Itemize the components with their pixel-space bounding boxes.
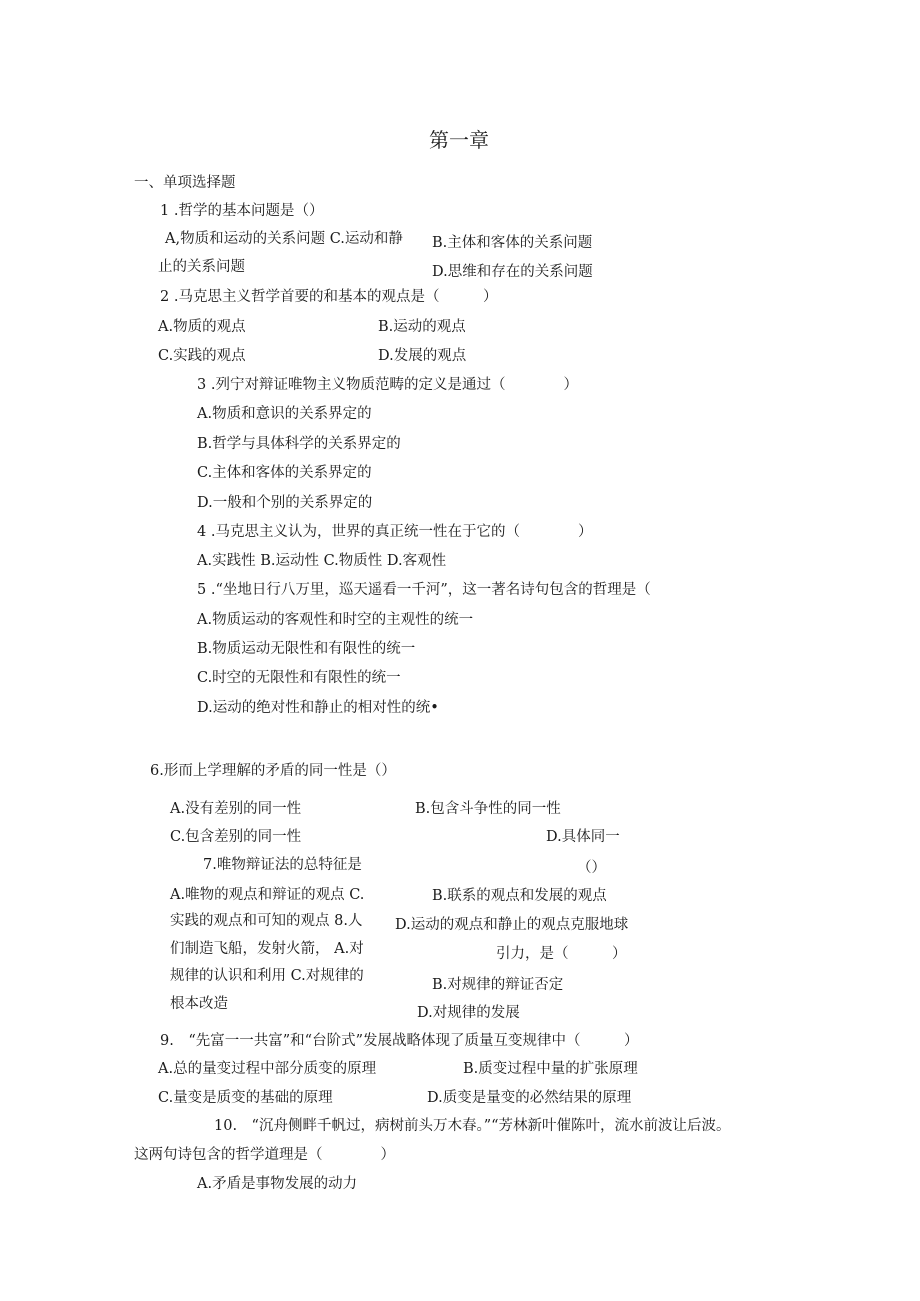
q7-8-left-line4: 规律的认识和利用 C.对规律的: [170, 968, 364, 984]
q6-option-c: C.包含差别的同一性: [170, 829, 302, 845]
q7-8-left-line5: 根本改造: [170, 996, 228, 1012]
q10-option-a: A.矛盾是事物发展的动力: [197, 1176, 358, 1192]
q1-option-d: D.思维和存在的关系问题: [432, 264, 593, 280]
q3-stem: 3 .列宁对辩证唯物主义物质范畴的定义是通过（ ）: [197, 377, 578, 393]
q7-8-left-line3: 们制造飞船，发射火箭， A.对: [170, 941, 364, 957]
q5-option-c: C.时空的无限性和有限性的统一: [197, 670, 401, 686]
q8-option-d: D.对规律的发展: [417, 1005, 520, 1021]
q2-option-d: D.发展的观点: [378, 348, 467, 364]
q5-option-d: D.运动的绝对性和静止的相对性的统•: [197, 700, 439, 716]
q9-option-a: A.总的量变过程中部分质变的原理: [158, 1061, 377, 1077]
q7-option-d-q8-stem: D.运动的观点和静止的观点克服地球: [395, 917, 629, 933]
q1-option-c-cont: 止的关系问题: [158, 259, 245, 275]
q10-stem-cont: 这两句诗包含的哲学道理是（ ）: [134, 1147, 395, 1163]
q3-option-d: D.一般和个别的关系界定的: [197, 495, 373, 511]
q9-option-c: C.量变是质变的基础的原理: [158, 1090, 333, 1106]
q8-option-b: B.对规律的辩证否定: [432, 977, 564, 993]
q5-stem: 5 .“坐地日行八万里，巡天遥看一千河”，这一著名诗句包含的哲理是（: [197, 582, 651, 598]
q5-option-a: A.物质运动的客观性和时空的主观性的统一: [197, 612, 474, 628]
q4-stem: 4 .马克思主义认为，世界的真正统一性在于它的（ ）: [197, 524, 593, 540]
q4-options: A.实践性 B.运动性 C.物质性 D.客观性: [197, 553, 447, 569]
q5-option-b: B.物质运动无限性和有限性的统一: [197, 641, 416, 657]
q3-option-a: A.物质和意识的关系界定的: [197, 406, 372, 422]
q8-stem-cont: 引力，是（ ）: [496, 946, 627, 962]
section-heading: 一、单项选择题: [134, 175, 236, 191]
q7-8-left-line2: 实践的观点和可知的观点 8.人: [170, 913, 363, 929]
q10-stem: 10. “沉舟侧畔千帆过，病树前头万木春。”“芳林新叶催陈叶，流水前波让后波。: [214, 1118, 731, 1134]
q1-option-b: B.主体和客体的关系问题: [432, 235, 593, 251]
q6-stem: 6.形而上学理解的矛盾的同一性是（）: [150, 763, 396, 779]
q7-8-left-line1: A.唯物的观点和辩证的观点 C.: [170, 887, 365, 903]
q7-option-b: B.联系的观点和发展的观点: [432, 888, 607, 904]
q2-option-a: A.物质的观点: [158, 319, 246, 335]
q2-option-c: C.实践的观点: [158, 348, 246, 364]
q2-stem: 2 .马克思主义哲学首要的和基本的观点是（ ）: [160, 289, 498, 305]
q9-option-b: B.质变过程中量的扩张原理: [463, 1061, 638, 1077]
q2-option-b: B.运动的观点: [378, 319, 466, 335]
q6-option-a: A.没有差别的同一性: [170, 801, 302, 817]
q9-option-d: D.质变是量变的必然结果的原理: [427, 1090, 632, 1106]
q7-paren: （）: [577, 860, 606, 876]
q9-stem: 9. “先富一一共富”和“台阶式”发展战略体现了质量互变规律中（ ）: [160, 1033, 639, 1049]
page-title: 第一章: [429, 128, 489, 152]
q1-stem: 1 .哲学的基本问题是（）: [160, 203, 324, 219]
q3-option-c: C.主体和客体的关系界定的: [197, 465, 372, 481]
q3-option-b: B.哲学与具体科学的关系界定的: [197, 436, 401, 452]
q7-stem: 7.唯物辩证法的总特征是: [203, 857, 362, 873]
q1-option-a-c: A,物质和运动的关系问题 C.运动和静: [165, 231, 403, 247]
q6-option-d: D.具体同一: [546, 829, 620, 845]
q6-option-b: B.包含斗争性的同一性: [415, 801, 561, 817]
